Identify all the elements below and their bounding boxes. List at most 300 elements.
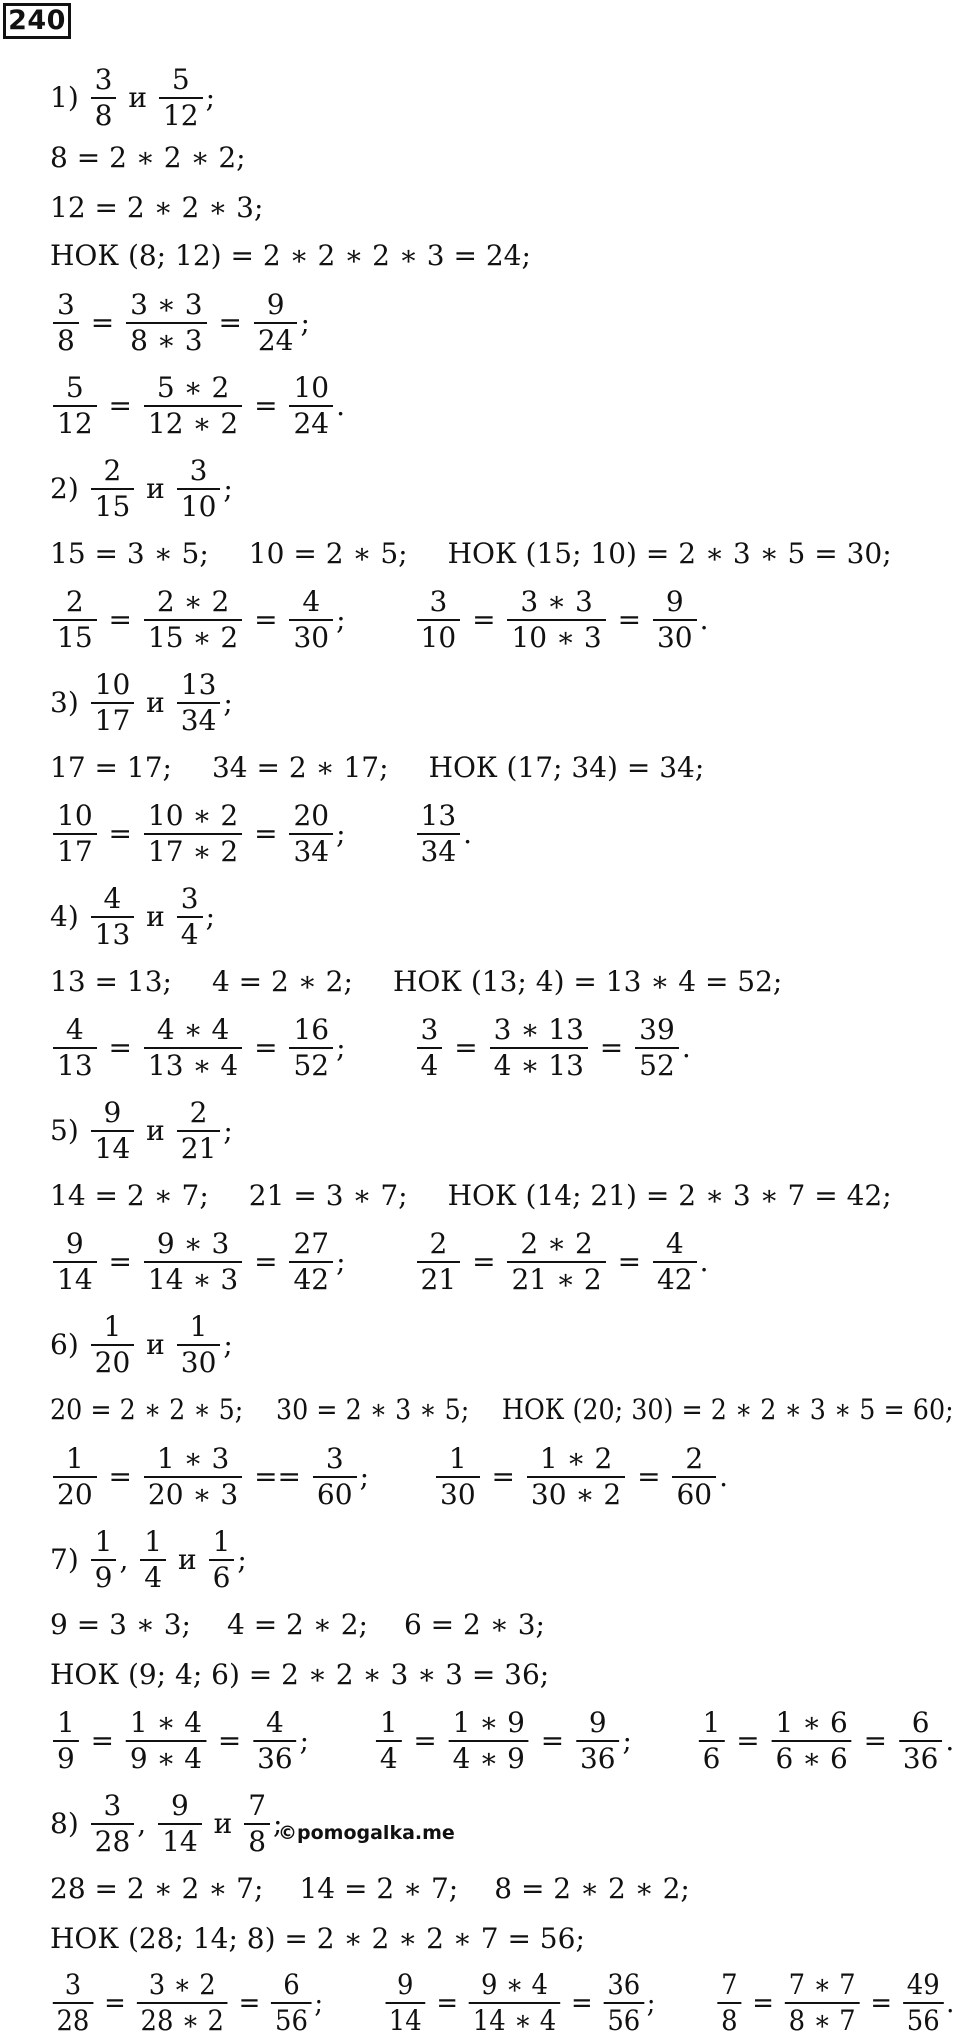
formula-text: 8 = 2 ∗ 2 ∗ 2; (50, 141, 246, 174)
formula-text: . (336, 389, 345, 422)
fraction-denominator: 56 (607, 2004, 641, 2037)
fraction-denominator: 9 (56, 1742, 75, 1775)
fraction (417, 585, 461, 654)
fraction-denominator: 36 (579, 1742, 616, 1775)
fraction-numerator: 9 (397, 1968, 414, 2001)
fraction (417, 1013, 443, 1082)
formula-text: = (245, 1031, 287, 1064)
fraction-denominator: 8 (248, 1825, 267, 1858)
fraction-numerator: 9 (588, 1706, 607, 1739)
formula-text: . (463, 817, 473, 850)
fraction-numerator: 1 (94, 1525, 113, 1558)
fraction-numerator: 9 (266, 288, 285, 321)
fraction-numerator: 13 (180, 668, 217, 701)
fraction-numerator: 10 ∗ 2 (147, 799, 239, 832)
fraction (772, 1706, 852, 1775)
fraction-numerator: 3 ∗ 2 (148, 1968, 216, 2001)
fraction-numerator: 7 (721, 1968, 738, 2001)
fraction (635, 1013, 679, 1082)
fraction (289, 1013, 333, 1082)
formula-text: ; (223, 1114, 233, 1147)
fraction-denominator: 34 (293, 835, 330, 868)
fraction-numerator: 1 (212, 1525, 231, 1558)
formula-line (50, 141, 246, 174)
fraction-numerator: 1 (56, 1706, 75, 1739)
fraction (436, 1442, 480, 1511)
formula-text: 8) (50, 1807, 88, 1840)
fraction-denominator: 13 (57, 1049, 93, 1082)
formula-text: = (482, 1460, 524, 1493)
formula-text: = (463, 603, 505, 636)
fraction (449, 1706, 529, 1775)
fraction-denominator: 6 (212, 1561, 231, 1594)
formula-text: ; (314, 1986, 324, 2019)
formula-text: = (209, 1724, 251, 1757)
fraction-denominator: 4 (180, 918, 199, 951)
fraction (313, 1442, 357, 1511)
fraction (289, 371, 333, 440)
fraction-numerator: 1 (65, 1442, 84, 1475)
fraction (604, 1968, 644, 2037)
fraction (53, 1968, 93, 2037)
formula-line (50, 1706, 955, 1775)
fraction-denominator: 14 ∗ 4 (472, 2004, 557, 2037)
fraction-denominator: 30 ∗ 2 (530, 1478, 622, 1511)
fraction-denominator: 34 (180, 704, 217, 737)
formula-text: ; (336, 603, 346, 636)
fraction-numerator: 3 ∗ 13 (493, 1013, 584, 1046)
formula-text: ; (223, 472, 233, 505)
formula-text: = (628, 1460, 670, 1493)
fraction-numerator: 49 (906, 1968, 940, 2001)
formula-text: = (245, 603, 287, 636)
fraction-denominator: 12 ∗ 2 (147, 407, 239, 440)
fraction (91, 668, 135, 737)
fraction-numerator: 5 ∗ 2 (156, 371, 230, 404)
formula-text: , (137, 1807, 156, 1840)
formula-line (50, 1096, 233, 1165)
fraction-numerator: 5 (171, 63, 190, 96)
formula-text: ; (622, 1724, 632, 1757)
formula-text: 9 = 3 ∗ 3; (50, 1608, 191, 1641)
fraction-numerator: 2 (429, 1227, 448, 1260)
formula-text: 4 = 2 ∗ 2; (211, 965, 353, 998)
fraction-denominator: 4 ∗ 9 (452, 1742, 525, 1775)
fraction (91, 1096, 135, 1165)
fraction-denominator: 14 (388, 2004, 422, 2037)
fraction (507, 585, 605, 654)
fraction (271, 1968, 311, 2037)
formula-text: ; (300, 306, 310, 339)
fraction (137, 1968, 228, 2037)
fraction (576, 1706, 619, 1775)
fraction-numerator: 2 (685, 1442, 704, 1475)
fraction (672, 1442, 716, 1511)
formula-text: = (99, 1460, 141, 1493)
formula-text: = (562, 1986, 601, 2019)
formula-text: 20 = 2 ∗ 2 ∗ 5; (50, 1393, 244, 1426)
formula-line (50, 239, 531, 272)
fraction-numerator: 7 ∗ 7 (788, 1968, 856, 2001)
fraction (144, 1442, 242, 1511)
fraction-denominator: 36 (257, 1742, 293, 1775)
formula-text: . (681, 1031, 691, 1064)
fraction-denominator: 9 ∗ 4 (129, 1742, 203, 1775)
formula-line (50, 288, 310, 357)
formula-text: 6) (50, 1328, 88, 1361)
fraction-numerator: 10 (94, 668, 131, 701)
formula-text: ; (336, 817, 346, 850)
fraction (785, 1968, 859, 2037)
formula-text: 6 = 2 ∗ 3; (403, 1608, 545, 1641)
fraction-numerator: 39 (639, 1013, 675, 1046)
fraction-denominator: 30 (293, 621, 330, 654)
formula-text: ; (273, 1807, 283, 1840)
fraction-denominator: 30 (440, 1478, 476, 1511)
formula-text: = (81, 1724, 123, 1757)
formula-text: = (727, 1724, 769, 1757)
fraction-numerator: 16 (293, 1013, 330, 1046)
formula-text: 7) (50, 1543, 88, 1576)
formula-text: ; (223, 686, 233, 719)
fraction (490, 1013, 588, 1082)
fraction-numerator: 5 (65, 371, 84, 404)
fraction-numerator: 1 (702, 1706, 721, 1739)
formula-text: 5) (50, 1114, 88, 1147)
formula-text: = (230, 1986, 269, 2019)
formula-text: = (245, 817, 287, 850)
fraction-numerator: 36 (607, 1968, 641, 2001)
fraction (91, 1525, 117, 1594)
formula-text: == (245, 1460, 310, 1493)
formula-text: 15 = 3 ∗ 5; (50, 537, 209, 570)
fraction (91, 882, 135, 951)
fraction-numerator: 27 (293, 1227, 330, 1260)
formula-text: 3) (50, 686, 88, 719)
formula-text: и (137, 900, 174, 933)
fraction-numerator: 4 (302, 585, 321, 618)
fraction-denominator: 56 (275, 2004, 308, 2037)
formula-line (50, 668, 233, 737)
formula-line (50, 1872, 690, 1905)
fraction-numerator: 2 ∗ 2 (520, 1227, 593, 1260)
fraction (177, 1096, 221, 1165)
formula-text: = (862, 1986, 901, 2019)
fraction (244, 1789, 270, 1858)
fraction-denominator: 12 (162, 99, 199, 132)
formula-text: и (137, 472, 174, 505)
formula-text: = (608, 1245, 650, 1278)
fraction (717, 1968, 741, 2037)
fraction (417, 799, 461, 868)
fraction-denominator: 34 (420, 835, 457, 868)
fraction (254, 288, 298, 357)
fraction (53, 371, 97, 440)
fraction-denominator: 14 (57, 1263, 93, 1296)
fraction-denominator: 28 (94, 1825, 131, 1858)
formula-line (50, 537, 892, 570)
fraction-numerator: 2 (65, 585, 84, 618)
fraction-denominator: 4 ∗ 13 (493, 1049, 584, 1082)
fraction (91, 454, 135, 523)
fraction (159, 63, 203, 132)
fraction-denominator: 52 (293, 1049, 330, 1082)
fraction-numerator: 6 (911, 1706, 930, 1739)
formula-text: = (99, 603, 141, 636)
fraction-denominator: 42 (293, 1263, 330, 1296)
formula-text: НОК (14; 21) = 2 ∗ 3 ∗ 7 = 42; (447, 1179, 892, 1212)
formula-text: = (99, 1245, 141, 1278)
fraction-numerator: 3 ∗ 3 (130, 288, 203, 321)
formula-line (50, 799, 473, 868)
fraction (253, 1706, 296, 1775)
formula-text: ; (237, 1543, 247, 1576)
formula-text: = (245, 389, 287, 422)
formula-text: НОК (9; 4; 6) = 2 ∗ 2 ∗ 3 ∗ 3 = 36; (50, 1658, 550, 1691)
formula-text: = (590, 1031, 633, 1064)
fraction-numerator: 2 (189, 1096, 208, 1129)
fraction-numerator: 3 (180, 882, 199, 915)
fraction (385, 1968, 425, 2037)
formula-text: ; (336, 1031, 346, 1064)
fraction-numerator: 1 ∗ 4 (129, 1706, 203, 1739)
fraction-numerator: 4 ∗ 4 (156, 1013, 230, 1046)
formula-line (50, 965, 783, 998)
fraction (653, 1227, 697, 1296)
formula-text: 12 = 2 ∗ 2 ∗ 3; (50, 191, 264, 224)
formula-text: и (137, 686, 174, 719)
fraction (144, 371, 242, 440)
formula-line (50, 1393, 954, 1426)
fraction (91, 63, 117, 132)
formula-text: ; (299, 1724, 310, 1757)
fraction-numerator: 3 (429, 585, 448, 618)
formula-text: = (404, 1724, 446, 1757)
fraction-denominator: 14 ∗ 3 (147, 1263, 239, 1296)
fraction-denominator: 20 (57, 1478, 93, 1511)
fraction (144, 1013, 242, 1082)
fraction-denominator: 15 (94, 490, 131, 523)
fraction-denominator: 8 ∗ 3 (130, 324, 203, 357)
formula-line (50, 585, 709, 654)
fraction-denominator: 36 (902, 1742, 939, 1775)
fraction-numerator: 1 (448, 1442, 467, 1475)
fraction-denominator: 60 (676, 1478, 713, 1511)
formula-text: = (245, 1245, 287, 1278)
formula-text: = (95, 1986, 135, 2019)
formula-text: 21 = 3 ∗ 7; (248, 1179, 408, 1212)
fraction (417, 1227, 461, 1296)
fraction-denominator: 6 ∗ 6 (775, 1742, 848, 1775)
formula-text: = (744, 1986, 783, 2019)
formula-text: = (99, 817, 141, 850)
fraction (53, 1442, 97, 1511)
fraction-denominator: 17 (57, 835, 93, 868)
formula-text: . (699, 1245, 709, 1278)
fraction (177, 668, 221, 737)
fraction-denominator: 28 (56, 2004, 90, 2037)
fraction-numerator: 1 (379, 1706, 398, 1739)
watermark: ©pomogalka.me (278, 1822, 455, 1844)
formula-text: 13 = 13; (50, 965, 172, 998)
fraction (91, 1310, 135, 1379)
fraction-numerator: 9 (65, 1227, 84, 1260)
fraction (507, 1227, 605, 1296)
fraction-denominator: 30 (180, 1346, 217, 1379)
formula-text: ; (646, 1986, 656, 2019)
fraction (469, 1968, 560, 2037)
formula-text: ; (205, 81, 216, 114)
fraction-denominator: 60 (316, 1478, 353, 1511)
fraction-denominator: 20 (94, 1346, 131, 1379)
formula-text: 30 = 2 ∗ 3 ∗ 5; (275, 1393, 470, 1426)
fraction (140, 1525, 166, 1594)
fraction (177, 882, 203, 951)
fraction-numerator: 9 (103, 1096, 122, 1129)
fraction (53, 1227, 97, 1296)
formula-line (50, 1525, 247, 1594)
formula-line (50, 1789, 283, 1858)
fraction-denominator: 52 (639, 1049, 675, 1082)
fraction-numerator: 3 (420, 1013, 439, 1046)
fraction (177, 454, 221, 523)
fraction-denominator: 10 (180, 490, 217, 523)
formula-text: 28 = 2 ∗ 2 ∗ 7; (50, 1872, 264, 1905)
fraction (126, 1706, 206, 1775)
fraction-numerator: 1 ∗ 6 (775, 1706, 848, 1739)
fraction (903, 1968, 943, 2037)
fraction-denominator: 15 ∗ 2 (147, 621, 239, 654)
fraction-denominator: 9 (94, 1561, 113, 1594)
formula-text: НОК (15; 10) = 2 ∗ 3 ∗ 5 = 30; (447, 537, 892, 570)
formula-text: = (99, 1031, 141, 1064)
fraction-numerator: 3 (189, 454, 208, 487)
fraction (53, 585, 97, 654)
fraction (289, 1227, 333, 1296)
fraction-numerator: 3 (325, 1442, 344, 1475)
formula-text: НОК (20; 30) = 2 ∗ 2 ∗ 3 ∗ 5 = 60; (501, 1393, 954, 1426)
fraction (289, 585, 333, 654)
formula-text: и (169, 1543, 206, 1576)
formula-line (50, 1968, 955, 2037)
formula-line (50, 1922, 585, 1955)
fraction-numerator: 3 ∗ 3 (520, 585, 593, 618)
formula-line (50, 1310, 233, 1379)
fraction-numerator: 4 (103, 882, 122, 915)
fraction-denominator: 17 (94, 704, 131, 737)
formula-line (50, 1442, 728, 1511)
fraction-numerator: 7 (248, 1789, 267, 1822)
formula-text: = (99, 389, 141, 422)
fraction-numerator: 3 (64, 1968, 82, 2001)
fraction-denominator: 14 (94, 1132, 131, 1165)
fraction-denominator: 21 (180, 1132, 217, 1165)
fraction (91, 1789, 135, 1858)
fraction-numerator: 1 ∗ 9 (452, 1706, 525, 1739)
fraction (699, 1706, 725, 1775)
fraction-numerator: 1 (144, 1525, 163, 1558)
formula-text: и (137, 1114, 174, 1147)
fraction-denominator: 13 (94, 918, 131, 951)
formula-text: 34 = 2 ∗ 17; (211, 751, 389, 784)
fraction-numerator: 6 (283, 1968, 300, 2001)
formula-text: = (608, 603, 650, 636)
fraction (899, 1706, 942, 1775)
problem-number-badge: 240 (3, 3, 71, 39)
fraction-numerator: 3 (94, 63, 113, 96)
fraction-denominator: 10 ∗ 3 (511, 621, 602, 654)
formula-text: 2) (50, 472, 88, 505)
formula-text: ; (359, 1460, 369, 1493)
formula-text: = (428, 1986, 467, 2019)
formula-text: ; (205, 900, 216, 933)
fraction (289, 799, 333, 868)
fraction-denominator: 8 (57, 324, 75, 357)
fraction (527, 1442, 625, 1511)
fraction-denominator: 8 (94, 99, 113, 132)
fraction-denominator: 15 (57, 621, 93, 654)
fraction-denominator: 14 (162, 1825, 198, 1858)
formula-text: 17 = 17; (50, 751, 172, 784)
fraction-numerator: 1 (103, 1310, 122, 1343)
formula-text: 8 = 2 ∗ 2 ∗ 2; (494, 1872, 690, 1905)
formula-line (50, 1179, 892, 1212)
fraction-denominator: 6 (702, 1742, 721, 1775)
fraction-numerator: 2 (103, 454, 122, 487)
fraction-numerator: 9 (665, 585, 684, 618)
formula-text: 14 = 2 ∗ 7; (50, 1179, 209, 1212)
fraction (376, 1706, 402, 1775)
formula-text: 14 = 2 ∗ 7; (299, 1872, 459, 1905)
fraction-numerator: 1 ∗ 2 (539, 1442, 613, 1475)
fraction-denominator: 21 (420, 1263, 457, 1296)
formula-text: = (445, 1031, 487, 1064)
fraction-denominator: 13 ∗ 4 (147, 1049, 239, 1082)
formula-line (50, 191, 264, 224)
formula-text: НОК (13; 4) = 13 ∗ 4 = 52; (392, 965, 783, 998)
fraction-denominator: 8 ∗ 7 (788, 2004, 856, 2037)
fraction-numerator: 2 ∗ 2 (156, 585, 230, 618)
formula-text: . (945, 1724, 955, 1757)
formula-text: НОК (17; 34) = 34; (428, 751, 705, 784)
formula-text: = (854, 1724, 896, 1757)
fraction-denominator: 12 (57, 407, 93, 440)
fraction-numerator: 9 (171, 1789, 189, 1822)
fraction-numerator: 1 (189, 1310, 208, 1343)
fraction-denominator: 24 (293, 407, 330, 440)
formula-line (50, 63, 216, 132)
fraction-denominator: 4 (144, 1561, 163, 1594)
fraction-numerator: 13 (420, 799, 457, 832)
fraction (126, 288, 206, 357)
formula-line (50, 371, 345, 440)
fraction-denominator: 56 (906, 2004, 940, 2037)
fraction-numerator: 9 ∗ 3 (156, 1227, 230, 1260)
formula-line (50, 454, 233, 523)
formula-text: = (531, 1724, 574, 1757)
fraction-numerator: 10 (293, 371, 330, 404)
fraction (158, 1789, 202, 1858)
fraction-numerator: 20 (293, 799, 330, 832)
fraction-numerator: 10 (57, 799, 93, 832)
fraction (209, 1525, 235, 1594)
fraction (53, 288, 79, 357)
formula-text: , (119, 1543, 138, 1576)
formula-line (50, 1013, 691, 1082)
formula-line (50, 751, 705, 784)
fraction-numerator: 4 (65, 1013, 84, 1046)
formula-text: = (463, 1245, 505, 1278)
